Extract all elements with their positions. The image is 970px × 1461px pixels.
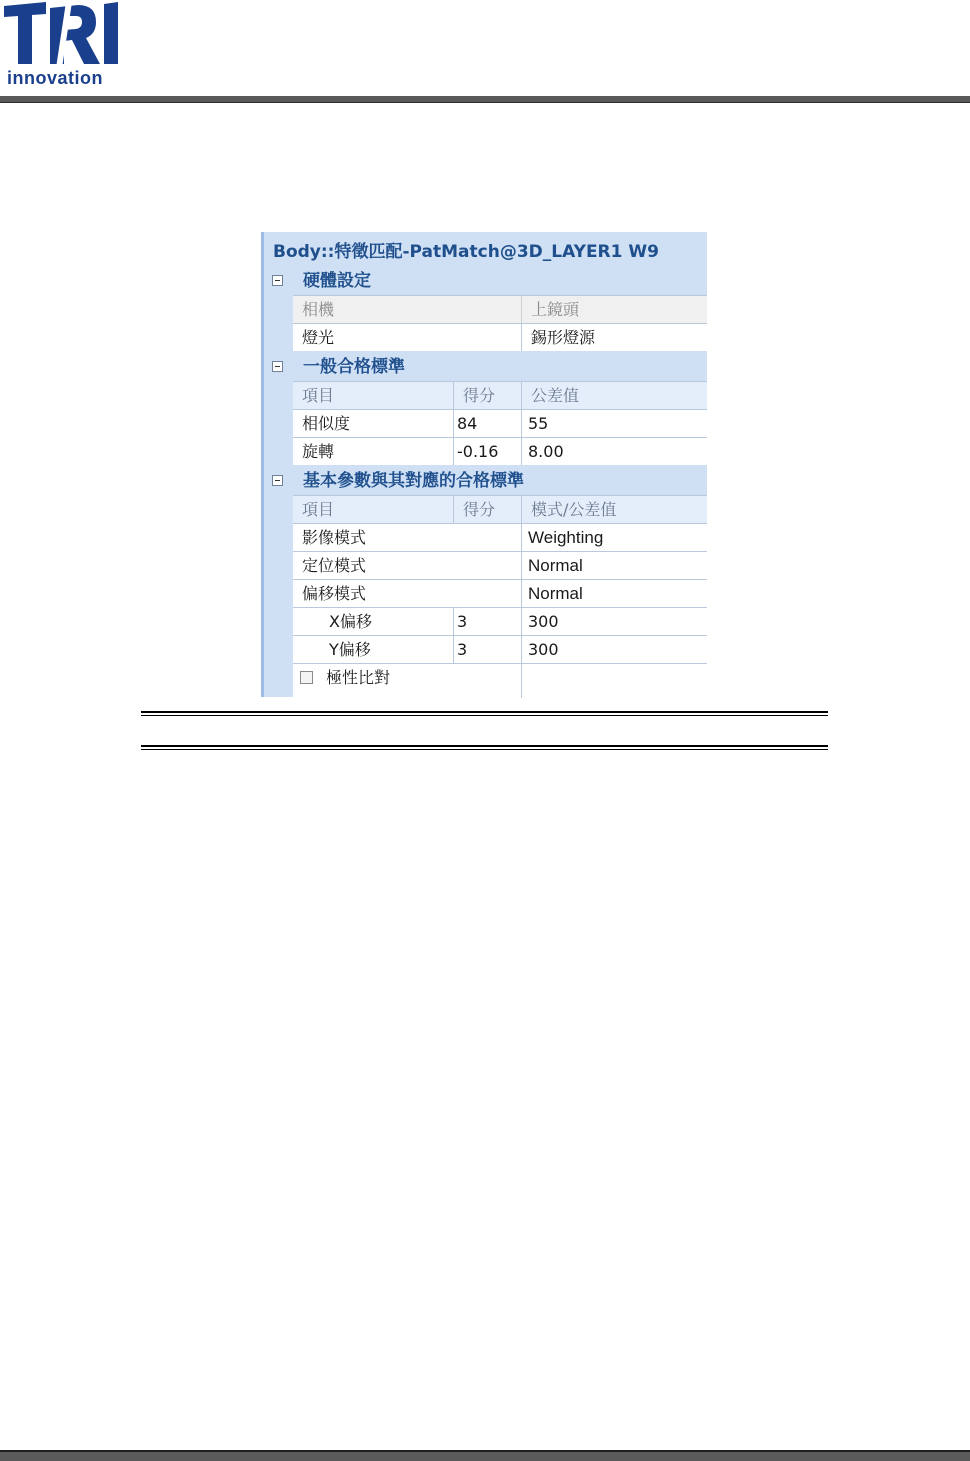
section-hardware[interactable] <box>261 267 707 295</box>
column-header-score: 得分 <box>463 386 496 405</box>
table-row-rotation[interactable] <box>293 437 707 465</box>
item-name: 定位模式 <box>302 556 367 575</box>
score-value: -0.16 <box>457 442 499 461</box>
table-row-locate-mode[interactable] <box>293 551 707 579</box>
section-label: 硬體設定 <box>303 271 371 291</box>
column-header-mode-tolerance: 模式/公差值 <box>531 500 617 519</box>
table-row-polarity[interactable] <box>293 663 707 697</box>
table-row-offset-mode[interactable] <box>293 579 707 607</box>
double-rule-bottom <box>141 745 828 750</box>
item-name: 偏移模式 <box>302 584 367 603</box>
tolerance-value[interactable]: 300 <box>528 640 559 659</box>
property-row-light[interactable] <box>293 323 707 351</box>
logo-wordmark: innovation <box>7 68 103 88</box>
column-header-item: 項目 <box>302 500 335 519</box>
item-name: 極性比對 <box>326 668 391 687</box>
item-name: 影像模式 <box>302 528 367 547</box>
table-header <box>293 381 707 409</box>
property-name: 燈光 <box>302 328 335 347</box>
tolerance-value[interactable]: 8.00 <box>528 442 564 461</box>
score-value: 84 <box>457 414 478 433</box>
item-name: 相似度 <box>302 414 351 433</box>
tri-logo-mark <box>4 2 120 68</box>
mode-value[interactable]: Normal <box>528 584 583 603</box>
table-row-image-mode[interactable] <box>293 523 707 551</box>
item-name: 旋轉 <box>302 442 335 461</box>
section-label: 基本參數與其對應的合格標準 <box>303 471 524 491</box>
grid-title: Body::特徵匹配-PatMatch@3D_LAYER1 W9 <box>273 242 659 262</box>
tolerance-value[interactable]: 55 <box>528 414 549 433</box>
score-value: 3 <box>457 640 468 659</box>
section-basic-params[interactable] <box>261 467 707 495</box>
column-header-tolerance: 公差值 <box>531 386 580 405</box>
tolerance-value[interactable]: 300 <box>528 612 559 631</box>
item-name: X偏移 <box>329 612 372 631</box>
collapse-icon[interactable] <box>272 361 283 372</box>
section-general-criteria[interactable] <box>261 353 707 381</box>
header-divider <box>0 96 970 103</box>
grid-left-border <box>261 232 264 697</box>
collapse-icon[interactable] <box>272 475 283 486</box>
property-row-camera[interactable] <box>293 295 707 323</box>
mode-value[interactable]: Normal <box>528 556 583 575</box>
collapse-icon[interactable] <box>272 275 283 286</box>
score-value: 3 <box>457 612 468 631</box>
footer-divider <box>0 1450 970 1461</box>
item-name: Y偏移 <box>329 640 371 659</box>
property-value[interactable]: 錫形燈源 <box>531 328 596 347</box>
table-row-y-offset[interactable] <box>293 635 707 663</box>
property-grid <box>261 232 707 697</box>
table-header <box>293 495 707 523</box>
mode-value[interactable]: Weighting <box>528 528 604 547</box>
column-header-score: 得分 <box>463 500 496 519</box>
table-row-similarity[interactable] <box>293 409 707 437</box>
table-row-x-offset[interactable] <box>293 607 707 635</box>
property-name: 相機 <box>302 300 335 319</box>
tri-logo <box>4 2 120 88</box>
column-header-item: 項目 <box>302 386 335 405</box>
property-value: 上鏡頭 <box>531 300 580 319</box>
section-label: 一般合格標準 <box>303 357 405 377</box>
double-rule-top <box>141 711 828 716</box>
